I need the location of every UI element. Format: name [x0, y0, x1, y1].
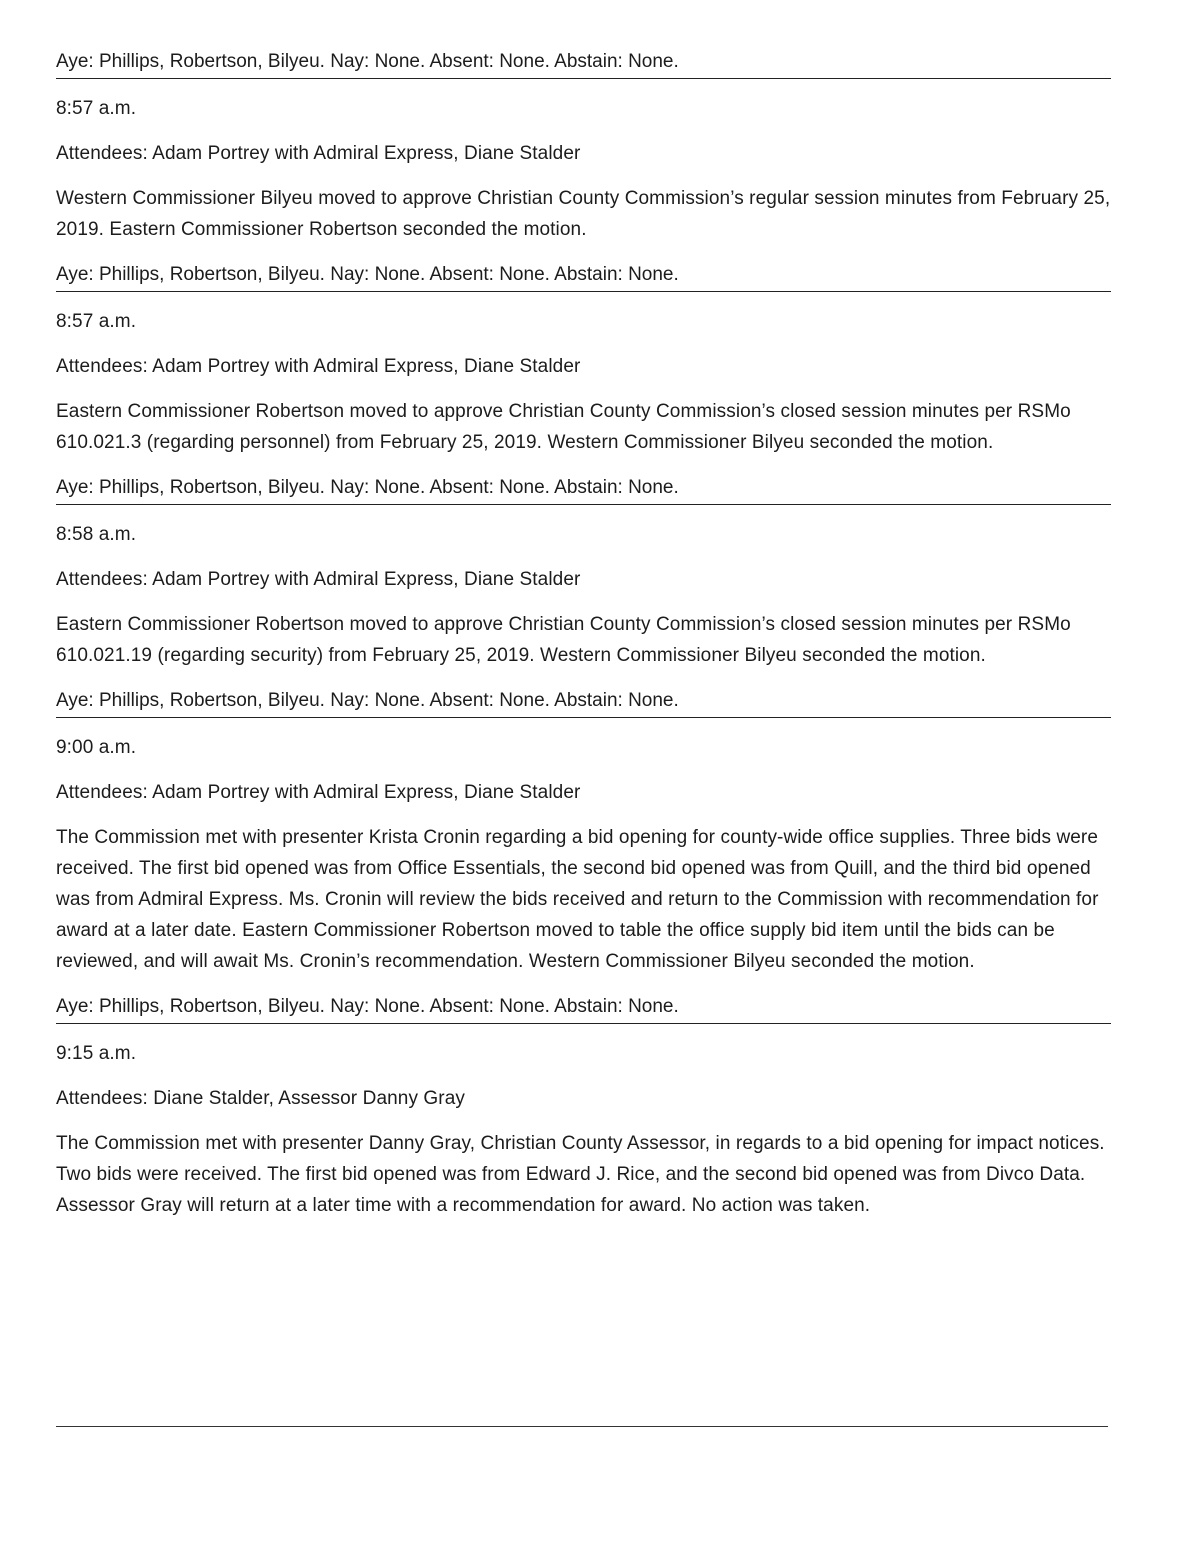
entry-attendees: Attendees: Adam Portrey with Admiral Express, Diane Stalder: [56, 569, 581, 590]
entry-motion: Eastern Commissioner Robertson moved to approve Christian County Commission’s closed session minutes per RSMo 610.021.3 (regarding personnel) from February 25, 2019. Western Commissioner Bilyeu seconded the motion.: [56, 401, 1071, 453]
entry-attendees: Attendees: Adam Portrey with Admiral Express, Diane Stalder: [56, 356, 581, 377]
entry-attendees: Attendees: Adam Portrey with Admiral Express, Diane Stalder: [56, 782, 581, 803]
end-divider: [56, 1426, 1108, 1427]
entry-motion: The Commission met with presenter Krista Cronin regarding a bid opening for county-wide office supplies. Three bids were received. The first bid opened was from Office Essentials, the second bid opened was from Quill, and the third bid opened was from Admiral Express. Ms. Cronin will review the bids received and return to the Commission with recommendation for award at a later date. Eastern Commissioner Robertson moved to table the office supply bid item until the bids can be reviewed, and will await Ms. Cronin’s recommendation. Western Commissioner Bilyeu seconded the motion.: [56, 827, 1099, 972]
vote-record: Aye: Phillips, Robertson, Bilyeu. Nay: None. Absent: None. Abstain: None.: [56, 472, 1111, 505]
minutes-page: [56, 46, 1116, 1221]
entry-motion: Western Commissioner Bilyeu moved to approve Christian County Commission’s regular session minutes from February 25, 2019. Eastern Commissioner Robertson seconded the motion.: [56, 188, 1111, 240]
entry-motion: Eastern Commissioner Robertson moved to approve Christian County Commission’s closed session minutes per RSMo 610.021.19 (regarding security) from February 25, 2019. Western Commissioner Bilyeu seconded the motion.: [56, 614, 1071, 666]
entry-attendees: Attendees: Adam Portrey with Admiral Express, Diane Stalder: [56, 143, 581, 164]
entry-time: 8:57 a.m.: [56, 311, 137, 332]
vote-record: Aye: Phillips, Robertson, Bilyeu. Nay: None. Absent: None. Abstain: None.: [56, 259, 1111, 292]
vote-record: Aye: Phillips, Robertson, Bilyeu. Nay: None. Absent: None. Abstain: None.: [56, 991, 1111, 1024]
vote-record: Aye: Phillips, Robertson, Bilyeu. Nay: None. Absent: None. Abstain: None.: [56, 685, 1111, 718]
entry-time: 8:58 a.m.: [56, 524, 137, 545]
vote-record: Aye: Phillips, Robertson, Bilyeu. Nay: None. Absent: None. Abstain: None.: [56, 46, 1111, 79]
entry-motion: The Commission met with presenter Danny Gray, Christian County Assessor, in regards to a bid opening for impact notices. Two bids were received. The first bid opened was from Edward J. Rice, and the second bid opened was from Divco Data. Assessor Gray will return at a later time with a recommendation for award. No action was taken.: [56, 1133, 1105, 1216]
entry-attendees: Attendees: Diane Stalder, Assessor Danny Gray: [56, 1088, 465, 1109]
entry-time: 8:57 a.m.: [56, 98, 137, 119]
entry-time: 9:15 a.m.: [56, 1043, 137, 1064]
entry-time: 9:00 a.m.: [56, 737, 137, 758]
